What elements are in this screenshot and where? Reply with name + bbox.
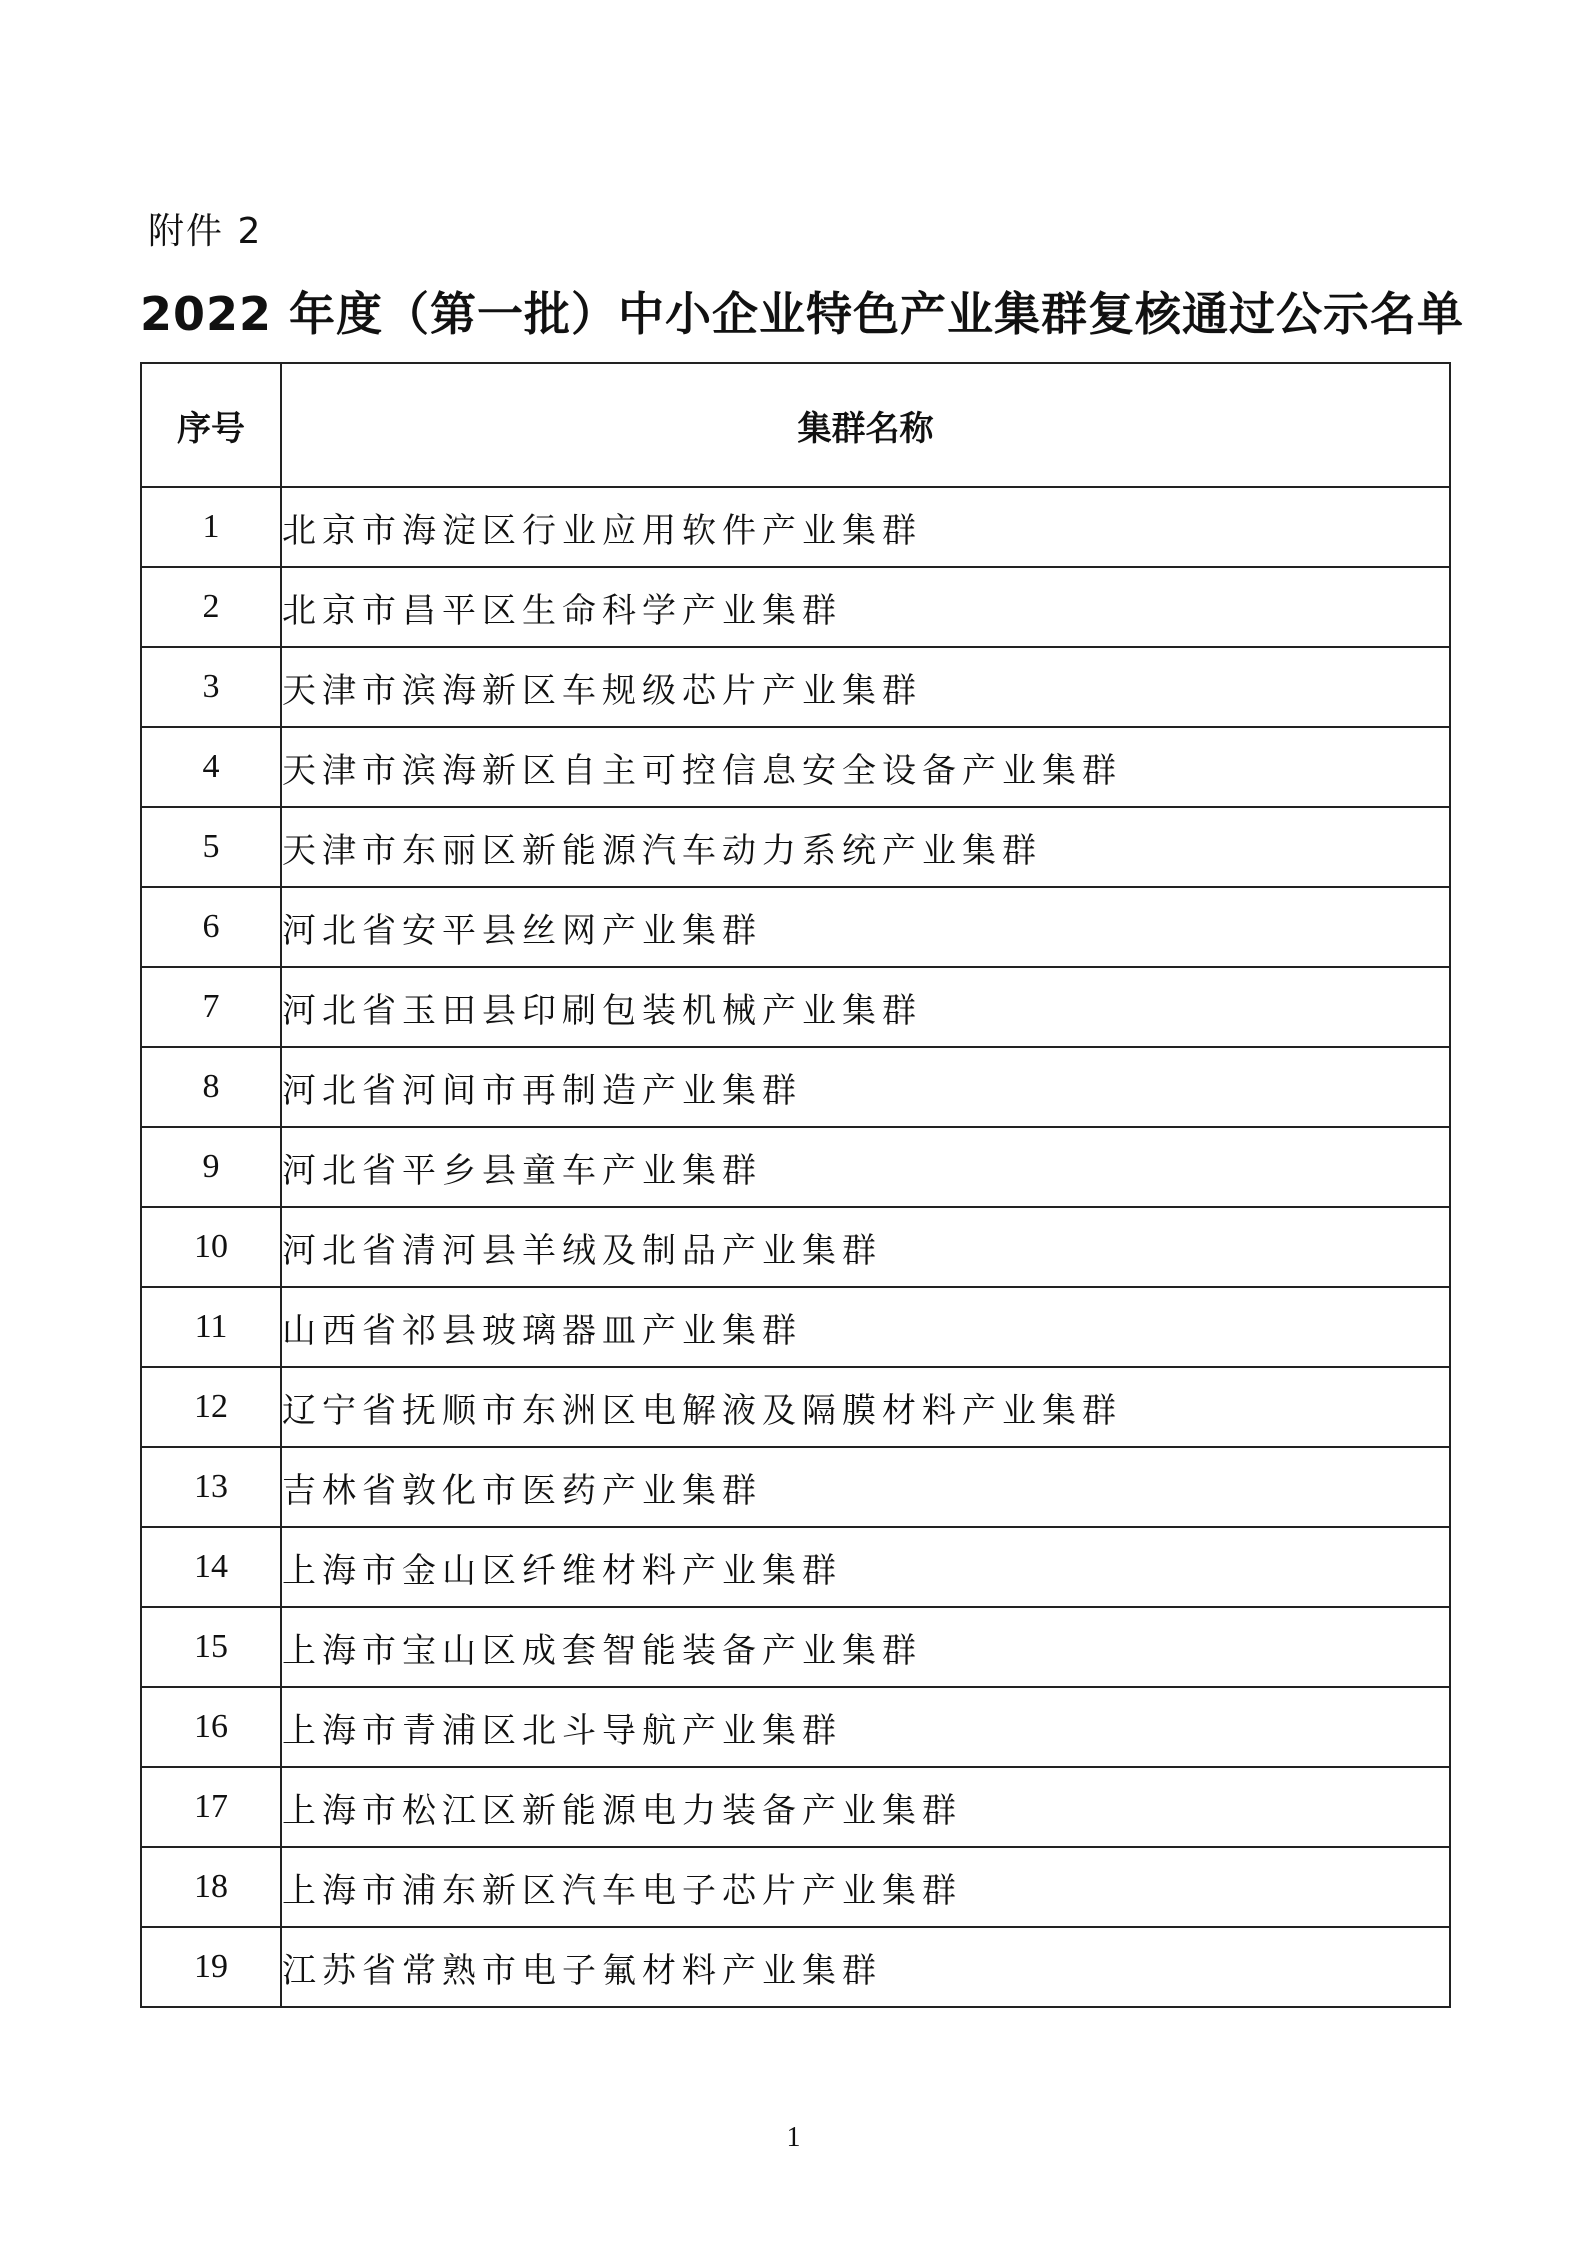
header-number: 序号 [141,363,281,487]
row-cluster-name: 上海市松江区新能源电力装备产业集群 [281,1767,1450,1847]
table-row [141,1527,1450,1607]
page-number: 1 [786,2122,801,2153]
row-cluster-name: 上海市金山区纤维材料产业集群 [281,1527,1450,1607]
row-cluster-name: 河北省河间市再制造产业集群 [281,1047,1450,1127]
cluster-table [140,362,1451,2008]
row-cluster-name: 山西省祁县玻璃器皿产业集群 [281,1287,1450,1367]
row-cluster-name: 天津市滨海新区车规级芯片产业集群 [281,647,1450,727]
table-row [141,1687,1450,1767]
row-cluster-name: 河北省安平县丝网产业集群 [281,887,1450,967]
row-cluster-name: 天津市东丽区新能源汽车动力系统产业集群 [281,807,1450,887]
row-number: 13 [141,1447,281,1527]
table-row [141,1607,1450,1687]
table-row [141,727,1450,807]
table-row [141,1847,1450,1927]
row-cluster-name: 河北省清河县羊绒及制品产业集群 [281,1207,1450,1287]
row-number: 8 [141,1047,281,1127]
document-title: 2022 年度（第一批）中小企业特色产业集群复核通过公示名单 [140,287,1465,341]
table-row [141,567,1450,647]
row-number: 11 [141,1287,281,1367]
row-cluster-name: 江苏省常熟市电子氟材料产业集群 [281,1927,1450,2007]
table-row [141,887,1450,967]
row-cluster-name: 北京市昌平区生命科学产业集群 [281,567,1450,647]
row-number: 10 [141,1207,281,1287]
table-row [141,1927,1450,2007]
row-number: 18 [141,1847,281,1927]
table-header-row [141,363,1450,487]
row-cluster-name: 上海市青浦区北斗导航产业集群 [281,1687,1450,1767]
row-number: 4 [141,727,281,807]
table-row [141,1207,1450,1287]
table-row [141,1367,1450,1447]
row-cluster-name: 河北省玉田县印刷包装机械产业集群 [281,967,1450,1047]
row-number: 6 [141,887,281,967]
table-row [141,1047,1450,1127]
row-number: 12 [141,1367,281,1447]
row-cluster-name: 天津市滨海新区自主可控信息安全设备产业集群 [281,727,1450,807]
row-number: 2 [141,567,281,647]
table-row [141,1127,1450,1207]
table-row [141,487,1450,567]
row-number: 5 [141,807,281,887]
row-number: 19 [141,1927,281,2007]
table-row [141,967,1450,1047]
row-number: 14 [141,1527,281,1607]
row-number: 17 [141,1767,281,1847]
row-number: 3 [141,647,281,727]
row-cluster-name: 北京市海淀区行业应用软件产业集群 [281,487,1450,567]
row-cluster-name: 上海市宝山区成套智能装备产业集群 [281,1607,1450,1687]
row-number: 7 [141,967,281,1047]
table-row [141,647,1450,727]
table-row [141,1447,1450,1527]
row-cluster-name: 河北省平乡县童车产业集群 [281,1127,1450,1207]
attachment-label: 附件 2 [148,211,263,252]
header-cluster-name: 集群名称 [281,363,1450,487]
table-row [141,1287,1450,1367]
table-row [141,807,1450,887]
row-number: 15 [141,1607,281,1687]
table-row [141,1767,1450,1847]
row-number: 1 [141,487,281,567]
row-cluster-name: 上海市浦东新区汽车电子芯片产业集群 [281,1847,1450,1927]
row-cluster-name: 吉林省敦化市医药产业集群 [281,1447,1450,1527]
row-cluster-name: 辽宁省抚顺市东洲区电解液及隔膜材料产业集群 [281,1367,1450,1447]
row-number: 16 [141,1687,281,1767]
row-number: 9 [141,1127,281,1207]
